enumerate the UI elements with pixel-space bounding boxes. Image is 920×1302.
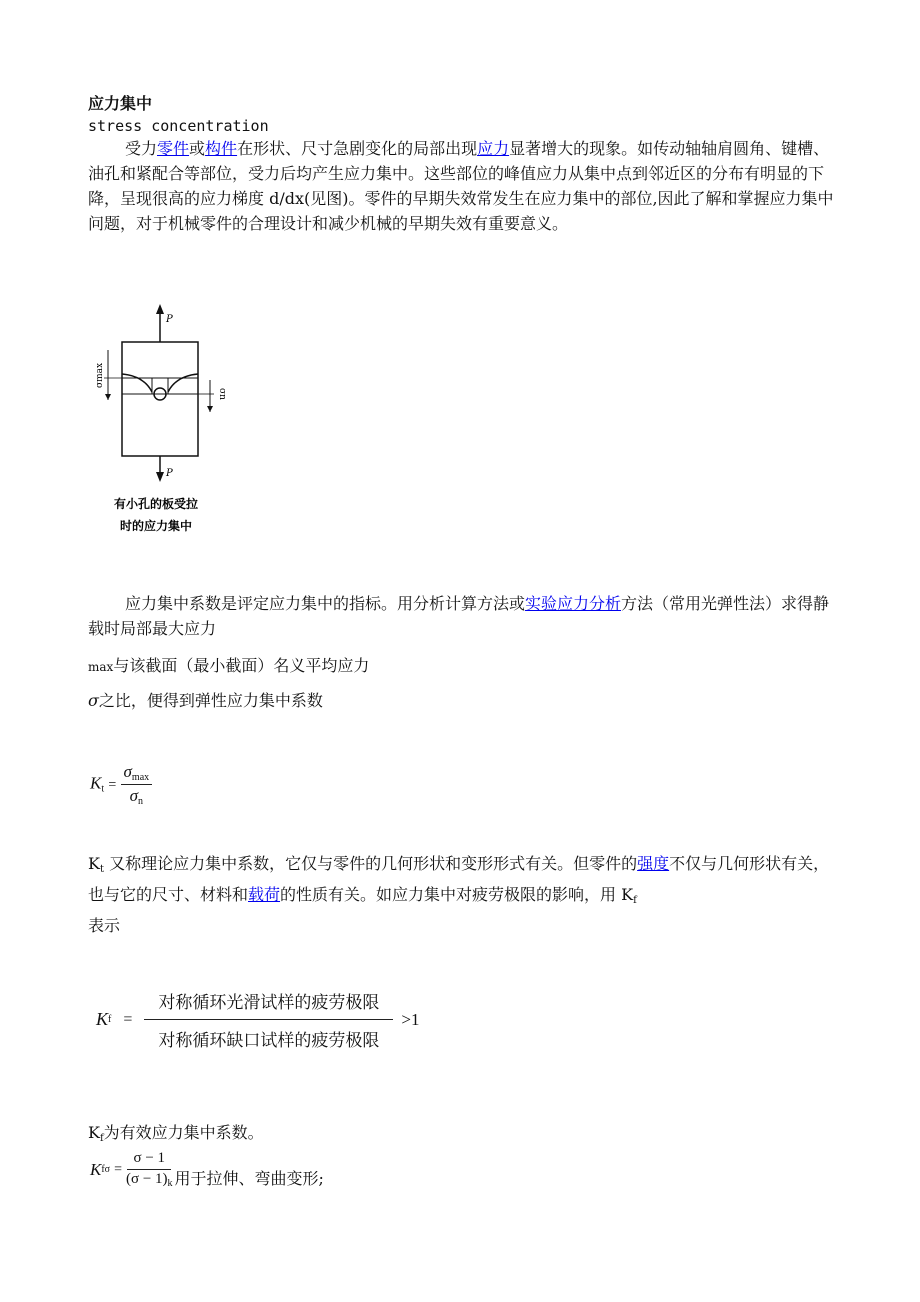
formula-lhs-sub: t [101, 783, 105, 795]
den-sub: k [167, 1178, 173, 1189]
link-stress[interactable]: 应力 [477, 139, 510, 158]
formula-kf [96, 988, 419, 1051]
sigma-n-label: σn [217, 388, 226, 400]
text-span: 方法（常用光弹性法）求得静载时局部最大应力 [88, 594, 830, 638]
plate-diagram [86, 300, 226, 540]
formula-lhs: K [96, 1009, 109, 1029]
plate-outline [122, 342, 198, 456]
kf-definition-line [88, 1120, 264, 1151]
text-span: 显著增大的现象。如传动轴轴肩圆角、键槽、油孔和紧配合等部位，受力后均产生应力集中。这些部位的峰值应力从集中点到邻近区的分布有明显的下降，呈现很高的应力梯度 d/dx(见图)。零件的早期失效常发生在应力集中的部位,因此了解和掌握应力集中问题，对于机械零件的合理设计和减少机械的早期失效有重要意义。 [88, 139, 834, 233]
intro-paragraph [88, 136, 836, 236]
text-span: 或 [189, 139, 206, 158]
text-span: 在形状、尺寸急剧变化的局部出现 [237, 139, 478, 158]
den-text: (σ − 1) [125, 1171, 168, 1187]
formula-lhs: K [90, 1159, 102, 1179]
den-sub: n [138, 796, 144, 807]
text-span: 表示 [88, 916, 121, 935]
stress-curve-left [122, 374, 152, 392]
dim-arrow-left-icon [105, 394, 111, 400]
arrow-head-bottom-icon [156, 472, 164, 482]
link-strength[interactable]: 强度 [637, 854, 670, 873]
max-subscript: max [88, 660, 114, 674]
formula-lhs: K [90, 773, 102, 793]
fraction-denominator [130, 785, 143, 807]
usage-note: 用于拉伸、弯曲变形; [174, 1169, 324, 1188]
link-part[interactable]: 零件 [157, 139, 190, 158]
fraction-numerator [121, 762, 153, 785]
english-subtitle: stress concentration [88, 117, 269, 135]
max-stress-line [88, 653, 369, 680]
num-symbol: σ [123, 762, 132, 781]
fraction-numerator: σ − 1 [127, 1150, 171, 1170]
fraction [121, 762, 153, 807]
k-sub: t [99, 864, 104, 875]
equals-sign: = [123, 1010, 133, 1028]
link-component[interactable]: 构件 [205, 139, 238, 158]
kt-paragraph [88, 851, 836, 938]
equals-sign: = [108, 777, 117, 793]
text-span: 与该截面（最小截面）名义平均应力 [113, 656, 370, 675]
link-load[interactable]: 载荷 [248, 885, 281, 904]
coefficient-paragraph [88, 591, 836, 641]
sigma-max-label: σmax [95, 362, 105, 388]
formula-kt [90, 762, 152, 807]
fraction [144, 988, 393, 1051]
greater-than-one: >1 [401, 1009, 420, 1029]
stress-curve-right [168, 374, 198, 392]
dim-arrow-right-icon [207, 406, 213, 412]
text-span: 为有效应力集中系数。 [103, 1123, 264, 1142]
page-title: 应力集中 [88, 94, 153, 113]
formula-lhs-sub: f [108, 1014, 112, 1025]
arrow-head-top-icon [156, 304, 164, 314]
sigma-symbol: σ [88, 691, 99, 710]
formula-lhs-sub: fσ [101, 1164, 111, 1175]
stress-concentration-figure [86, 300, 226, 544]
text-span: 的性质有关。如应力集中对疲劳极限的影响，用 K [280, 885, 634, 904]
fraction-numerator: 对称循环光滑试样的疲劳极限 [144, 988, 393, 1020]
figure-caption-line2: 时的应力集中 [119, 519, 193, 533]
k-symbol: K [88, 854, 100, 873]
text-span: 又称理论应力集中系数，它仅与零件的几何形状和变形形式有关。但零件的 [109, 854, 638, 873]
load-label-bottom: P [166, 468, 173, 479]
k-sub: f [99, 1133, 104, 1144]
formula-kfs [90, 1150, 324, 1189]
sigma-ratio-line [88, 688, 323, 713]
figure-caption-line1: 有小孔的板受拉 [113, 497, 199, 511]
link-experimental-stress-analysis[interactable]: 实验应力分析 [525, 594, 622, 613]
fraction-denominator [126, 1170, 173, 1189]
fraction [126, 1150, 173, 1189]
load-label-top: P [166, 314, 173, 325]
text-span: 不仅与几何形状有关，也与它的尺寸、材料和 [88, 854, 830, 904]
text-span: 受力 [125, 139, 158, 158]
kf-sub: f [633, 895, 637, 906]
k-symbol: K [88, 1123, 100, 1142]
text-span: 应力集中系数是评定应力集中的指标。用分析计算方法或 [125, 594, 526, 613]
den-symbol: σ [129, 786, 139, 805]
fraction-denominator: 对称循环缺口试样的疲劳极限 [158, 1031, 380, 1051]
num-sub: max [131, 772, 150, 783]
text-span: 之比，便得到弹性应力集中系数 [98, 691, 323, 710]
equals-sign: = [114, 1161, 122, 1177]
